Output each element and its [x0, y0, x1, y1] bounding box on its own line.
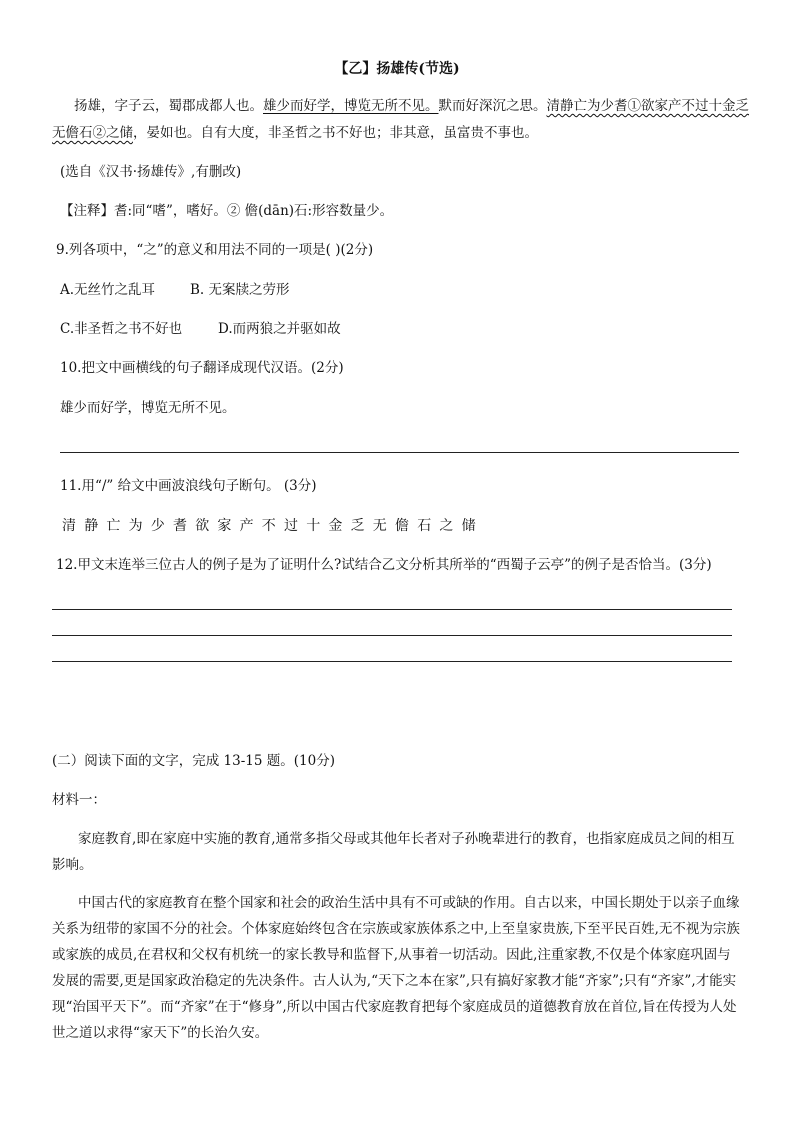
- passage-text: 默而好深沉之思。: [438, 98, 547, 114]
- wavy-sentence-part-1: 清静亡为少耆①欲家产不过十金乏: [546, 98, 749, 114]
- section-2-heading: (二）阅读下面的文字，完成 13-15 题。(10分): [52, 753, 335, 769]
- question-10: 10.把文中画横线的句子翻译成现代汉语。(2分): [60, 360, 344, 376]
- passage-yi-title: 【乙】扬雄传(节选): [334, 61, 460, 77]
- wavy-sentence-part-2: 无儋石②之储: [52, 125, 133, 141]
- material-paragraph-1: 家庭教育,即在家庭中实施的教育,通常多指父母或其他年长者对子孙晚辈进行的教育，也指家庭成员之间的相互影响。: [52, 831, 735, 873]
- material-paragraph-2: 中国古代的家庭教育在整个国家和社会的政治生活中具有不可或缺的作用。自古以来，中国长期处于以亲子血缘关系为纽带的家国不分的社会。个体家庭始终包含在宗族或家族体系之中,上至皇家贵族,下至平民百姓,无不视为宗族或家族的成员,在君权和父权有机统一的家长教导和监督下,从事着一切活动。因此,注重家教,不仅是个体家庭巩固与发展的需要,更是国家政治稳定的先决条件。古人认为,“天下之本在家”,只有搞好家教才能“齐家”;只有“齐家”,才能实现“治国平天下”。而“齐家”在于“修身”,所以中国古代家庭教育把每个家庭成员的道德教育放在首位,旨在传授为人处世之道以求得“家天下”的长治久安。: [52, 895, 740, 1041]
- question-9-option-c: C.非圣哲之书不好也: [60, 321, 183, 337]
- passage-text: ，晏如也。自有大度，非圣哲之书不好也；非其意，虽富贵不事也。: [133, 125, 538, 141]
- answer-line[interactable]: [60, 452, 739, 453]
- question-9-option-d: D.而两狼之并驱如故: [218, 321, 341, 337]
- material-label: 材料一：: [52, 792, 106, 808]
- passage-text: 扬雄，字子云，蜀郡成都人也。: [74, 98, 263, 114]
- passage-yi-line-1: [74, 96, 749, 116]
- question-11: 11.用“/” 给文中画波浪线句子断句。 (3分): [60, 478, 317, 494]
- question-12: 12.甲文末连举三位古人的例子是为了证明什么?试结合乙文分析其所举的“西蜀子云亭”的例子是否恰当。(3分): [56, 557, 712, 573]
- passage-note: 【注释】耆:同“嗜”，嗜好。② 儋(dān)石:形容数量少。: [60, 203, 394, 219]
- question-9-option-b: B. 无案牍之劳形: [190, 282, 290, 298]
- question-9: 9.列各项中，“之”的意义和用法不同的一项是( )(2分): [56, 242, 374, 258]
- answer-line[interactable]: [52, 635, 732, 636]
- passage-yi-line-2: [52, 123, 538, 143]
- answer-line[interactable]: [52, 661, 732, 662]
- question-9-option-a: A.无丝竹之乱耳: [60, 282, 156, 298]
- underlined-sentence: 雄少而好学，博览无所不见。: [263, 98, 439, 114]
- question-11-sentence: 清静亡为少耆欲家产不过十金乏无儋石之储: [62, 518, 484, 534]
- passage-source: (选自《汉书·扬雄传》,有删改): [60, 164, 242, 180]
- question-10-sentence: 雄少而好学，博览无所不见。: [60, 400, 236, 416]
- answer-line[interactable]: [52, 609, 732, 610]
